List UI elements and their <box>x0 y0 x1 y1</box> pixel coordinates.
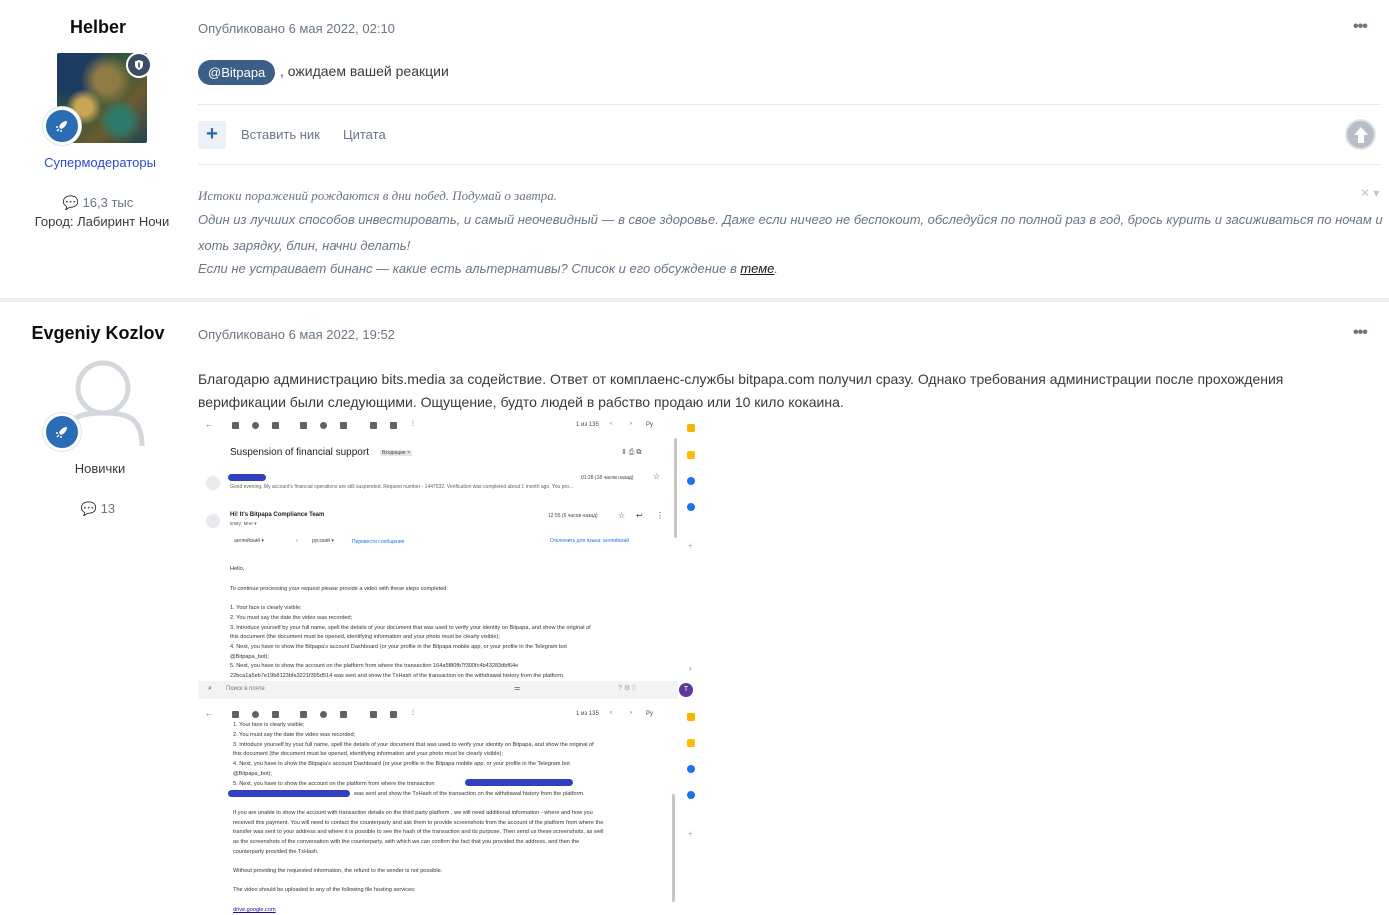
star-icon: ☆ <box>653 472 661 481</box>
archive-icon <box>232 422 239 429</box>
email-line: 3. Introduce yourself by your full name, spell the details of your document that was used to verify your identity on Bitpapa, and show the original of <box>233 742 594 748</box>
prev-icon: ‹ <box>610 710 612 716</box>
email-line: this document (the document must be opened, identifying information and your photo must be clearly visible); <box>230 634 500 640</box>
sender-avatar <box>206 476 220 490</box>
comment-icon: 💬 <box>80 501 98 516</box>
email-line: 1. Your face is clearly visible; <box>233 722 305 728</box>
upvote-button[interactable] <box>1345 119 1376 150</box>
author-rank[interactable]: Супермодераторы <box>44 155 156 170</box>
clock-icon <box>320 711 327 718</box>
multiquote-plus-button[interactable]: + <box>198 121 226 149</box>
mail-icon <box>300 422 307 429</box>
email-line: 3. Introduce yourself by your full name, spell the details of your document that was used to verify your identity on Bitpapa, and show the original of <box>230 625 591 631</box>
tasks-icon <box>687 477 695 485</box>
post-evgeniy <box>0 302 1389 915</box>
email-line: Hello, <box>230 566 245 572</box>
email-line: this document (the document must be opened, identifying information and your photo must be clearly visible); <box>233 751 503 757</box>
redacted-hash <box>465 779 573 786</box>
pager: 1 из 135 <box>576 422 599 428</box>
sender-avatar <box>206 514 220 528</box>
trash-icon <box>272 422 279 429</box>
signature-text: Если не устраивает бинанс — какие есть альтернативы? Список и его обсуждение в <box>198 261 741 276</box>
help-icon: ? ⚙ ⁞⁞ <box>618 685 636 692</box>
author-name[interactable]: Evgeniy Kozlov <box>31 323 165 343</box>
scrollbar <box>674 438 677 538</box>
gmail-search-bar <box>198 681 678 699</box>
back-arrow-icon: ← <box>205 709 213 718</box>
quote-button[interactable]: Цитата <box>343 127 386 142</box>
post-text-line: верификации были следующими. Ощущение, будто людей в рабство продаю или 10 кило кокаина. <box>198 394 844 410</box>
post-count <box>0 501 196 517</box>
email-link: drive.google.com <box>233 907 276 913</box>
back-arrow-icon: ← <box>205 420 213 429</box>
pager: 1 из 135 <box>576 711 599 717</box>
message-time: 12:55 (6 часов назад) <box>548 513 598 519</box>
search-placeholder: Поиск в почте <box>226 686 265 692</box>
divider <box>198 104 1381 105</box>
author-city: Город: Лабиринт Ночи <box>34 214 170 229</box>
contacts-icon <box>687 791 695 799</box>
reply-icon: ↩ <box>636 511 643 520</box>
post-text-line: Благодарю администрацию bits.media за содействие. Ответ от комплаенс-службы bitpapa.com получил сразу. Однако требования администрации после прохождения <box>198 371 1284 387</box>
next-icon: › <box>630 421 632 427</box>
post-body <box>198 368 1368 414</box>
scrollbar <box>672 794 675 902</box>
label-icon <box>390 422 397 429</box>
post-helber <box>0 0 1389 298</box>
insert-nick-button[interactable]: Вставить ник <box>241 127 320 142</box>
add-addon-icon: + <box>688 829 693 838</box>
signature-line: Истоки поражений рождаются в дни побед. Подумай о завтра. <box>198 188 558 203</box>
email-line: 4. Next, you have to show the Bitpapa's account Dashboard (or your profile in the Bitpapa mobile app, or your profile in the Telegram bot <box>233 761 570 767</box>
search-icon: ⌕ <box>208 685 212 692</box>
post-count <box>0 195 196 211</box>
email-line: The video should be uploaded to any of the following file hosting services: <box>233 887 416 893</box>
calendar-icon <box>687 424 695 432</box>
redacted-sender <box>228 474 266 481</box>
translate-to: русский ▾ <box>312 538 334 544</box>
translate-from: английский ▾ <box>234 538 264 544</box>
recipient: кому: мне ▾ <box>230 521 257 527</box>
email-line: transfer was sent to your address and where it is possible to see the hash of the transaction and its purpose. Then send us these screenshots, as well <box>233 829 604 835</box>
clock-icon <box>320 422 327 429</box>
filter-icon: ⚌ <box>514 685 521 692</box>
email-line: To continue processing your request please provide a video with these steps completed: <box>230 586 448 592</box>
signature-topic-link[interactable]: теме <box>740 261 775 276</box>
email-line: 2. You must say the date the video was recorded; <box>233 732 356 738</box>
author-rank[interactable]: Новички <box>74 461 126 476</box>
more-vert-icon: ⋮ <box>410 710 416 716</box>
email-line: @Bitpapa_bot); <box>233 771 272 777</box>
post-count-value: 16,3 тыс <box>82 195 134 210</box>
lang-select: Ру <box>646 711 654 717</box>
email-line: 22bca1a5eb7e19b8123bfa3221f395d514 was sent and show the TxHash of the transaction on the withdrawal history from the platform. <box>230 673 565 679</box>
account-avatar: T <box>679 683 693 697</box>
keep-icon <box>687 739 695 747</box>
email-line: 5. Next, you have to show the account on the platform from where the transaction 164a5f80fb7f300fc4b43283dbf64e <box>230 663 519 669</box>
email-line: 4. Next, you have to show the Bitpapa's account Dashboard (or your profile in the Bitpapa mobile app, or your profile in the Telegram bot <box>230 644 567 650</box>
label-icon <box>390 711 397 718</box>
post-count-value: 13 <box>100 501 116 516</box>
more-options-icon[interactable]: ••• <box>1353 18 1367 35</box>
report-icon <box>252 711 259 718</box>
author-name[interactable]: Helber <box>69 17 127 37</box>
contacts-icon <box>687 503 695 511</box>
more-vert-icon: ⋮ <box>656 511 664 520</box>
post-text: , ожидаем вашей реакции <box>280 63 449 79</box>
email-line: If you are unable to show the account with transaction details on the third party platform , we will need additional information - where and how you <box>233 810 593 816</box>
lang-select: Ру <box>646 422 654 428</box>
signature-line <box>198 261 778 276</box>
folder-icon <box>370 422 377 429</box>
email-screenshot[interactable] <box>198 414 702 915</box>
redacted-hash <box>228 790 350 797</box>
translate-arrow-icon: › <box>296 538 298 544</box>
task-icon <box>340 711 347 718</box>
email-line: was sent and show the TxHash of the transaction on the withdrawal history from the platform. <box>354 791 585 797</box>
prev-icon: ‹ <box>610 421 612 427</box>
email-line: @Bitpapa_bot); <box>230 654 269 660</box>
rocket-badge-icon <box>43 413 81 451</box>
more-vert-icon: ⋮ <box>410 421 416 427</box>
archive-icon <box>232 711 239 718</box>
email-line: counterparty provided the TxHash. <box>233 849 319 855</box>
calendar-icon <box>687 713 695 721</box>
keep-icon <box>687 451 695 459</box>
email-line: Without providing the requested information, the refund to the sender is not possible. <box>233 868 443 874</box>
rocket-badge-icon <box>43 107 81 145</box>
message-time: 01:28 (18 часов назад) <box>581 475 634 481</box>
mention-link[interactable]: @Bitpapa <box>198 60 275 85</box>
email-line: 5. Next, you have to show the account on the platform from where the transaction <box>233 781 435 787</box>
sender-name: Hi! It's Bitpapa Compliance Team <box>230 512 325 518</box>
report-icon <box>252 422 259 429</box>
tasks-icon <box>687 765 695 773</box>
trash-icon <box>272 711 279 718</box>
signature-line: Один из лучших способов инвестировать, и самый неочевидный — в свое здоровье. Даже если ничего не беспокоит, обследуйся по полной раз в год, брось курить и засиживаться по ночам и <box>198 212 1383 227</box>
signature-text: . <box>774 261 779 276</box>
moderator-shield-icon <box>126 52 152 78</box>
folder-icon <box>370 711 377 718</box>
expand-panel-icon: › <box>689 664 692 673</box>
next-icon: › <box>630 710 632 716</box>
email-line: as the screenshots of the conversation with the counterparty, with which we can confirm the fact that you provided the address, and then the <box>233 839 580 845</box>
email-line: received this payment. You will need to contact the counterparty and ask them to provide screenshots from the account of the platform from where the <box>233 820 604 826</box>
star-icon: ☆ <box>618 511 626 520</box>
task-icon <box>340 422 347 429</box>
message-preview: Good evening. My account's financial operations are still suspended. Request number - 1447532. Verification was completed about 1 month ago. You pro... <box>230 484 574 490</box>
email-line: 2. You must say the date the video was recorded; <box>230 615 353 621</box>
translate-off: Отключить для языка: английский <box>550 538 630 544</box>
arrow-up-icon <box>1352 125 1370 145</box>
add-addon-icon: + <box>688 541 693 550</box>
email-subject: Suspension of financial support <box>230 447 369 458</box>
inbox-tag: Входящие × <box>382 450 411 456</box>
more-options-icon[interactable]: ••• <box>1353 324 1367 341</box>
close-signature-icon[interactable]: ✕ ▾ <box>1360 186 1380 200</box>
post-date[interactable]: Опубликовано 6 мая 2022, 19:52 <box>198 327 395 342</box>
divider <box>198 164 1381 165</box>
expand-icon: ⇕ ⎙ ⧉ <box>621 449 642 456</box>
comment-icon: 💬 <box>62 195 79 210</box>
signature-line: хоть зарядку, блин, начни делать! <box>198 238 411 253</box>
email-line: 1. Your face is clearly visible; <box>230 605 302 611</box>
mail-icon <box>300 711 307 718</box>
post-date[interactable]: Опубликовано 6 мая 2022, 02:10 <box>198 21 395 36</box>
translate-link: Перевести сообщение <box>352 539 405 545</box>
